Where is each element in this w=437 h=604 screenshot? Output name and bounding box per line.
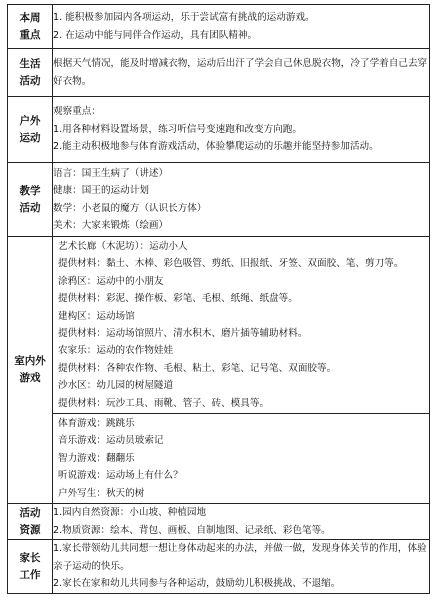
text-line: 提供材料：彩泥、操作板、彩笔、毛根、纸绳、纸盘等。 [58, 293, 298, 305]
label-line: 教学 [19, 184, 41, 197]
label-teaching-activity [8, 163, 53, 237]
text-line: 听说游戏：运动场上有什么？ [58, 470, 183, 482]
text-line: 2.物质资源：绘本、背包、画板、自制地图、记录纸、彩色笔等。 [53, 524, 331, 536]
text-line: 观察重点： [53, 106, 101, 118]
label-line: 资源 [19, 523, 41, 536]
label-line: 工作 [19, 568, 41, 581]
label-life-activity [8, 49, 53, 97]
text-line: 艺术长廊（木泥坊）：运动小人 [58, 241, 188, 252]
text-line: 涂鸦区：运动中的小朋友 [58, 275, 164, 287]
row-activity-resources [8, 504, 430, 540]
label-line: 室内外 [14, 355, 46, 368]
row-parent-work [8, 540, 430, 594]
label-line: 户外 [19, 114, 41, 127]
text-line: 户外写生：秋天的树 [58, 487, 145, 499]
weekly-plan-document [7, 4, 430, 594]
text-line: 健康：国王的运动计划 [53, 185, 149, 197]
text-line: 数学：小老鼠的魔方（认识长方体） [53, 202, 207, 214]
label-weekly-focus [8, 5, 53, 49]
text-line: 音乐游戏：运动员玻索记 [58, 435, 164, 447]
row-weekly-focus [8, 5, 430, 49]
text-line: 体育游戏：跳跳乐 [58, 418, 135, 430]
text-line: 2.能主动积极地参与体育游戏活动，体验攀爬运动的乐趣并能坚持参加活动。 [53, 141, 379, 153]
row-indoor-outdoor-games [8, 237, 430, 504]
label-line: 生活 [19, 57, 41, 70]
text-line: 提供材料：各种农作物、毛根、粘土、彩笔、记号笔、双面胶等。 [58, 362, 337, 374]
text-line: 语言：国王生病了（讲述） [53, 167, 169, 179]
row-teaching-activity [8, 163, 430, 237]
text-line: 提供材料：玩沙工具、雨靴、管子、砖、模具等。 [58, 397, 270, 409]
content-life-activity [53, 49, 430, 97]
content-outdoor-exercise [53, 97, 430, 163]
text-line: 1.园内自然资源：小山坡、种植园地 [53, 507, 207, 519]
label-line: 本周 [19, 11, 41, 24]
label-line: 游戏 [19, 372, 41, 385]
label-indoor-outdoor-games [8, 237, 53, 504]
text-line: 沙水区：幼儿园的树屋隧道 [58, 380, 174, 392]
text-line: 智力游戏：翻翻乐 [58, 452, 135, 464]
text-line: 根据天气情况，能及时增减衣物，运动后出汗了学会自己休息脱衣物，冷了学着自己去穿好衣物。 [53, 58, 428, 87]
row-life-activity [8, 49, 430, 97]
label-line: 运动 [19, 131, 41, 144]
text-line: 提供材料：运动场馆照片、清水积木、磨片插等辅助材料。 [58, 328, 308, 340]
content-activity-resources [53, 504, 430, 540]
content-indoor-outdoor-games [53, 237, 430, 504]
content-parent-work [53, 540, 430, 594]
label-line: 活动 [19, 506, 41, 519]
label-line: 家长 [19, 551, 41, 564]
text-line: 2.家长在家和幼儿共同参与各种运动，鼓励幼儿积极挑战、不退缩。 [53, 578, 341, 590]
label-line: 活动 [19, 201, 41, 214]
text-line: 1.用各种材料设置场景，练习听信号变速跑和改变方向跑。 [53, 123, 302, 135]
text-line: 1. 能积极参加园内各项运动，乐于尝试富有挑战的运动游戏。 [53, 12, 315, 24]
text-line: 美术：大家来锻炼（绘画） [53, 219, 169, 231]
label-line: 重点 [19, 28, 41, 41]
content-weekly-focus [53, 5, 430, 49]
text-line: 1.家长带领幼儿共同想一想让身体动起来的办法，并做一做，发现身体关节的作用，体验亲子运动的快乐。 [53, 543, 427, 572]
area-games-block [53, 237, 429, 413]
content-teaching-activity [53, 163, 430, 237]
label-activity-resources [8, 504, 53, 540]
other-games-block [53, 413, 429, 503]
label-outdoor-exercise [8, 97, 53, 163]
weekly-plan-table [7, 4, 430, 594]
text-line: 2. 在运动中能与同伴合作运动，具有团队精神。 [53, 29, 258, 41]
text-line: 建构区：运动场馆 [58, 310, 135, 322]
text-line: 农家乐：运动的农作物娃娃 [58, 345, 174, 357]
text-line: 提供材料：黏土、木棒、彩色吸管、剪纸、旧报纸、牙签、双面胶、笔、剪刀等。 [58, 258, 404, 270]
label-line: 活动 [19, 74, 41, 87]
row-outdoor-exercise [8, 97, 430, 163]
label-parent-work [8, 540, 53, 594]
